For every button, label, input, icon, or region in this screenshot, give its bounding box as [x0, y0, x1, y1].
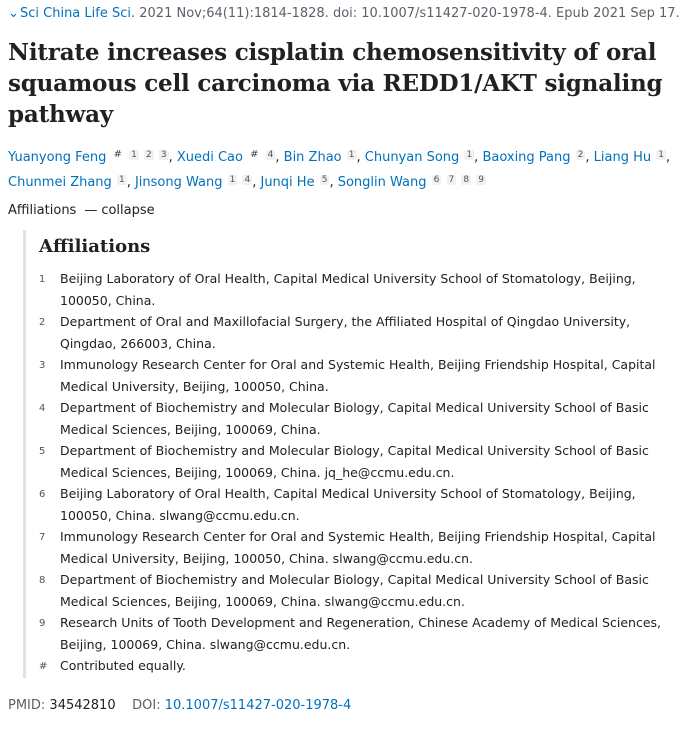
author-name-link[interactable]: Xuedi Cao — [176, 150, 243, 165]
doi-link[interactable]: 10.1007/s11427-020-1978-4 — [164, 697, 352, 713]
pmid-label: PMID: — [8, 697, 46, 713]
article-identifiers — [8, 698, 678, 713]
affiliation-ref-link[interactable]: 1 — [131, 150, 137, 160]
author-separator: , — [126, 175, 135, 190]
affiliation-text: Department of Biochemistry and Molecular Biology, Capital Medical University School of Basic Medical Sciences, Beijing, 100069, China. — [60, 400, 649, 437]
author-name-link[interactable]: Yuanyong Feng — [8, 150, 107, 165]
affiliation-text: Beijing Laboratory of Oral Health, Capital Medical University School of Stomatology, Beijing, 100050, China. — [60, 271, 636, 308]
author-name-link[interactable]: Liang Hu — [593, 150, 652, 165]
affiliations-toggle-label: Affiliations — [8, 203, 77, 218]
affiliation-item — [39, 612, 678, 655]
affiliation-number: 3 — [39, 360, 46, 371]
author-name-link[interactable]: Songlin Wang — [337, 175, 427, 190]
author-entry — [260, 175, 329, 190]
affiliation-item — [39, 526, 678, 569]
author-separator: , — [474, 150, 483, 165]
author-entry — [8, 150, 169, 165]
affiliation-ref-link[interactable]: 1 — [229, 175, 236, 185]
affiliation-ref-link[interactable]: 8 — [463, 175, 470, 185]
affiliation-number: 9 — [39, 618, 46, 629]
affiliations-heading: Affiliations — [39, 236, 151, 257]
author-name-link[interactable]: Bin Zhao — [283, 150, 342, 165]
article-header — [8, 0, 678, 713]
affiliation-number: 6 — [39, 489, 46, 500]
affiliation-item — [39, 268, 678, 311]
affiliation-ref-link[interactable]: 9 — [478, 175, 484, 185]
author-separator: , — [329, 175, 338, 190]
journal-link[interactable]: Sci China Life Sci. — [20, 6, 136, 21]
affiliation-ref-link[interactable]: 7 — [448, 175, 455, 185]
affiliation-text: Department of Oral and Maxillofacial Surgery, the Affiliated Hospital of Qingdao University, Qingdao, 266003, China. — [60, 314, 631, 351]
affiliation-ref-link[interactable]: 2 — [577, 150, 584, 160]
pmid-value: 34542810 — [49, 697, 116, 713]
affiliation-number: 1 — [39, 274, 46, 285]
affiliation-item — [39, 311, 678, 354]
affiliation-item — [39, 397, 678, 440]
affiliations-list — [39, 268, 678, 678]
author-separator: , — [666, 150, 671, 165]
affiliation-item — [39, 483, 678, 526]
equal-contribution-mark: # — [113, 149, 122, 160]
author-separator: , — [356, 150, 365, 165]
author-separator: , — [275, 150, 284, 165]
affiliation-text: Department of Biochemistry and Molecular Biology, Capital Medical University School of Basic Medical Sciences, Beijing, 100069, China. slwang@ccmu.edu.cn. — [60, 572, 649, 609]
author-separator: , — [585, 150, 594, 165]
affiliation-number: 2 — [39, 317, 46, 328]
author-entry — [482, 150, 585, 165]
affiliation-item — [39, 569, 678, 612]
article-title: Nitrate increases cisplatin chemosensitivity of oral squamous cell carcinoma via REDD1/AKT signaling pathway — [8, 39, 663, 128]
equal-contribution-mark: # — [250, 149, 259, 160]
citation-details: 2021 Nov;64(11):1814-1828. doi: 10.1007/s11427-020-1978-4. Epub 2021 Sep 17. — [135, 6, 680, 21]
affiliations-panel — [23, 230, 678, 678]
author-separator: , — [252, 175, 261, 190]
author-entry — [594, 150, 666, 165]
affiliation-number: # — [39, 661, 48, 672]
affiliation-ref-link[interactable]: 1 — [466, 150, 473, 160]
affiliation-ref-link[interactable]: 2 — [145, 150, 152, 160]
author-name-link[interactable]: Junqi He — [260, 175, 315, 190]
author-entry — [338, 175, 486, 190]
affiliation-text: Beijing Laboratory of Oral Health, Capital Medical University School of Stomatology, Beijing, 100050, China. slwang@ccmu.edu.cn. — [60, 486, 636, 523]
author-separator: , — [168, 150, 177, 165]
affiliation-number: 7 — [39, 532, 46, 543]
author-name-link[interactable]: Jinsong Wang — [134, 175, 223, 190]
affiliation-text: Department of Biochemistry and Molecular Biology, Capital Medical University School of Basic Medical Sciences, Beijing, 100069, China. jq_he@ccmu.edu.cn. — [60, 443, 649, 480]
affiliation-ref-link[interactable]: 4 — [244, 175, 251, 185]
affiliation-ref-link[interactable]: 1 — [658, 150, 665, 160]
collapse-link[interactable]: collapse — [101, 203, 155, 218]
author-entry — [177, 150, 276, 165]
affiliation-text: Contributed equally. — [60, 658, 186, 673]
chevron-down-icon[interactable]: ⌄ — [8, 6, 19, 21]
affiliation-ref-link[interactable]: 5 — [321, 175, 328, 185]
author-name-link[interactable]: Chunyan Song — [364, 150, 460, 165]
affiliation-number: 5 — [39, 446, 46, 457]
affiliation-ref-link[interactable]: 6 — [433, 175, 440, 185]
affiliations-toggle-dash: — — [84, 203, 98, 218]
author-entry — [365, 150, 474, 165]
affiliation-number: 4 — [39, 403, 46, 414]
author-list — [8, 144, 678, 194]
author-name-link[interactable]: Chunmei Zhang — [8, 175, 112, 190]
affiliations-toggle[interactable] — [8, 203, 678, 218]
author-entry — [135, 175, 252, 190]
affiliation-ref-link[interactable]: 1 — [118, 175, 125, 185]
affiliation-text: Immunology Research Center for Oral and Systemic Health, Beijing Friendship Hospital, Capital Medical University, Beijing, 100050, China. slwang@ccmu.edu.cn. — [60, 529, 656, 566]
author-entry — [284, 150, 357, 165]
affiliation-ref-link[interactable]: 4 — [267, 150, 274, 160]
affiliation-number: 8 — [39, 575, 46, 586]
affiliation-text: Immunology Research Center for Oral and Systemic Health, Beijing Friendship Hospital, Capital Medical University, Beijing, 100050, China. — [60, 357, 656, 394]
author-entry — [8, 175, 127, 190]
author-name-link[interactable]: Baoxing Pang — [482, 150, 571, 165]
affiliation-item — [39, 440, 678, 483]
affiliation-item — [39, 354, 678, 397]
affiliation-ref-link[interactable]: 1 — [348, 150, 355, 160]
citation-line — [8, 5, 678, 23]
affiliation-text: Research Units of Tooth Development and Regeneration, Chinese Academy of Medical Sciences, Beijing, 100069, China. slwang@ccmu.edu.cn. — [60, 615, 661, 652]
affiliation-item — [39, 655, 678, 678]
doi-label: DOI: — [132, 697, 161, 713]
affiliation-ref-link[interactable]: 3 — [160, 150, 167, 160]
